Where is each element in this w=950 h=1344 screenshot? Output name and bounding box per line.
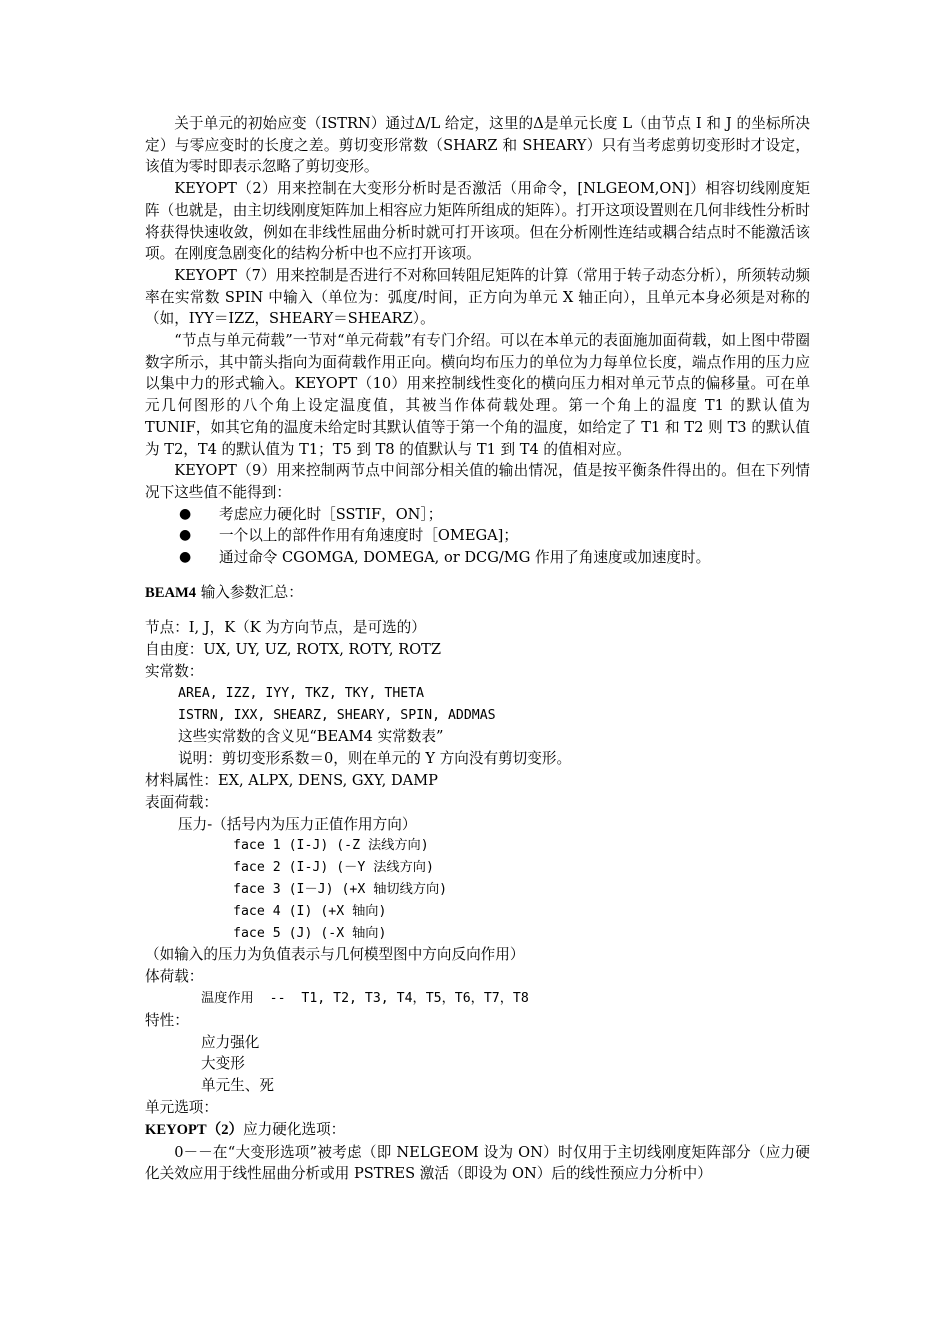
nodes-line: 节点：I, J，K（K 为方向节点，是可选的） [145, 619, 426, 637]
pressure-note: （如输入的压力为负值表示与几何模型图中方向反向作用） [145, 946, 525, 964]
material-line: 材料属性：EX, ALPX, DENS, GXY, DAMP [145, 772, 438, 790]
keyopt2-heading: KEYOPT（2）应力硬化选项： [145, 1120, 346, 1138]
surface-loads-label: 表面荷载： [145, 793, 218, 811]
paragraph-istrn: 关于单元的初始应变（ISTRN）通过Δ/L 给定，这里的Δ是单元长度 L（由节点 I 和 J 的坐标所决定）与零应变时的长度之差。剪切变形常数（SHARZ 和 SHEARY）只有当考虑剪切变形时才设定，该值为零时即表示忽略了剪切变形。 [145, 115, 810, 176]
body-loads-label: 体荷载： [145, 968, 204, 986]
paragraph-loads: “节点与单元荷载”一节对“单元荷载”有专门介绍。可以在本单元的表面施加面荷载，如上图中带圈数字所示，其中箭头指向为面荷载作用正向。横向均布压力的单位为力每单位长度，端点作用的压力应以集中力的形式输入。KEYOPT（10）用来控制线性变化的横向压力相对单元节点的偏移量。可在单元几何图形的八个角上设定温度值，其被当作体荷载处理。第一个角上的温度 T1 的默认值为 TUNIF，如其它角的温度未给定时其默认值等于第一个角的温度，如给定了 T1 和 T2 则 T3 的默认值为 T2，T4 的默认值为 T1；T5 到 T8 的值默认与 T1 到 T4 的值相对应。 [145, 332, 810, 458]
face-line: face 4 (I) (+X 轴向) [233, 903, 387, 919]
real-constants-note-1: 这些实常数的含义见“BEAM4 实常数表” [178, 728, 444, 746]
real-constants-note-2: 说明：剪切变形系数＝0，则在单元的 Y 方向没有剪切变形。 [178, 750, 572, 768]
bullet-icon: ● [179, 527, 192, 544]
special-features-label: 特性： [145, 1011, 189, 1029]
real-constants-line-1: AREA, IZZ, IYY, TKZ, TKY, THETA [178, 685, 425, 701]
bullet-icon: ● [179, 505, 192, 522]
list-item: ● 一个以上的部件作用有角速度时［OMEGA]； [145, 525, 810, 547]
list-item: ● 考虑应力硬化时［SSTIF，ON］； [145, 504, 810, 526]
keyopt2-description: 0－－在“大变形选项”被考虑（即 NELGEOM 设为 ON）时仅用于主切线刚度矩阵部分（应力硬化关效应用于线性屈曲分析或用 PSTRES 激活（即设为 ON）后的线性预应力分析中） [145, 1143, 810, 1183]
face-line: face 1 (I-J) (-Z 法线方向) [233, 838, 429, 854]
special-feature-item: 单元生、死 [201, 1077, 274, 1095]
pressure-label: 压力-（括号内为压力正值作用方向） [178, 815, 417, 833]
document-body [145, 113, 810, 1185]
dof-line: 自由度：UX, UY, UZ, ROTX, ROTY, ROTZ [145, 641, 442, 659]
special-feature-item: 大变形 [201, 1055, 245, 1073]
special-feature-item: 应力强化 [201, 1033, 260, 1051]
paragraph-keyopt9: KEYOPT（9）用来控制两节点中间部分相关值的输出情况，值是按平衡条件得出的。但在下列情况下这些值不能得到： [145, 462, 810, 501]
summary-heading: BEAM4 输入参数汇总： [145, 583, 303, 601]
face-line: face 5 (J) (-X 轴向) [233, 925, 387, 941]
face-line: face 2 (I-J) (－Y 法线方向) [233, 860, 434, 876]
keyopts-label: 单元选项： [145, 1099, 218, 1116]
list-item: ● 通过命令 CGOMGA, DOMEGA, or DCG/MG 作用了角速度或加速度时。 [145, 547, 810, 569]
real-constants-label: 实常数： [145, 663, 204, 681]
real-constants-line-2: ISTRN, IXX, SHEARZ, SHEARY, SPIN, ADDMAS [178, 707, 496, 723]
paragraph-keyopt2: KEYOPT（2）用来控制在大变形分析时是否激活（用命令，[NLGEOM,ON]）相容切线刚度矩阵（也就是，由主切线刚度矩阵加上相容应力矩阵所组成的矩阵）。打开这项设置则在几何非线性分析时将获得快速收敛，例如在非线性屈曲分析时就可打开该项。但在分析刚性连结或耦合结点时不能激活该项。在刚度急剧变化的结构分析中也不应打开该项。 [145, 180, 810, 263]
body-loads-line: 温度作用 -- T1, T2, T3, T4，T5，T6，T7，T8 [201, 991, 529, 1007]
condition-list [145, 504, 810, 569]
paragraph-keyopt7: KEYOPT（7）用来控制是否进行不对称回转阻尼矩阵的计算（常用于转子动态分析），所须转动频率在实常数 SPIN 中输入（单位为：弧度/时间，正方向为单元 X 轴正向），且单元本身必须是对称的（如，IYY＝IZZ，SHEARY＝SHEARZ）。 [145, 266, 810, 328]
bullet-icon: ● [179, 549, 192, 566]
face-line: face 3 (I－J) (+X 轴切线方向) [233, 882, 448, 898]
